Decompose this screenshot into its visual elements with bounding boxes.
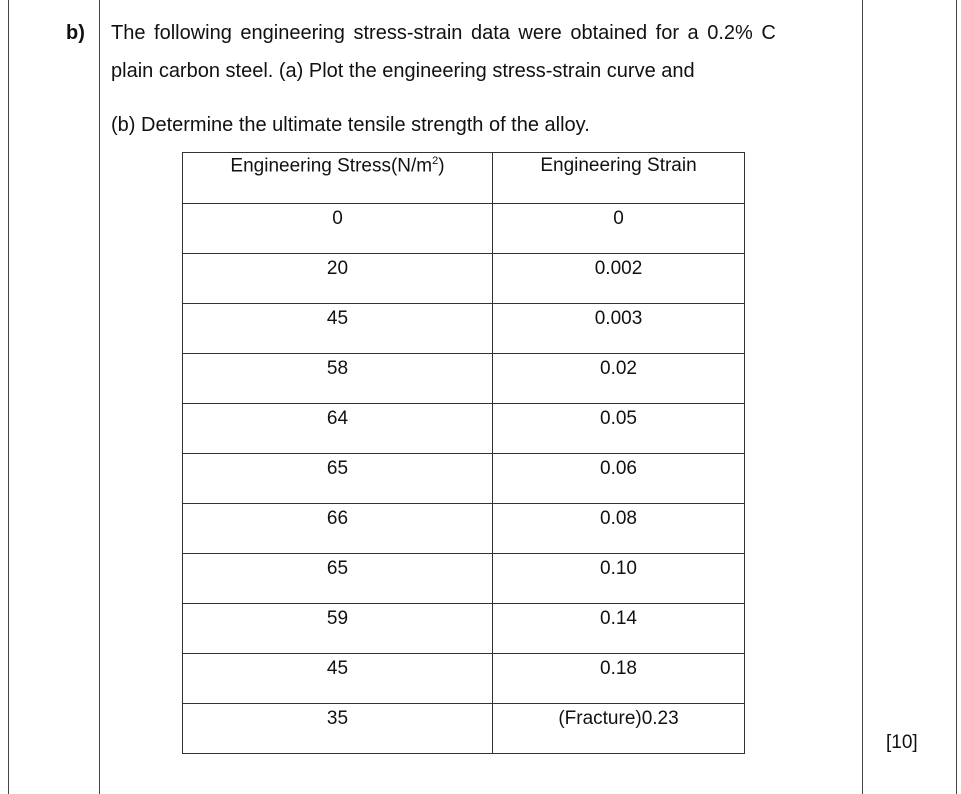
table-row — [183, 554, 745, 604]
table-row — [183, 204, 745, 254]
strain-cell: 0.18 — [493, 654, 745, 704]
table-header-row — [183, 153, 745, 204]
marks-column-divider — [862, 0, 863, 794]
strain-cell: 0 — [493, 204, 745, 254]
stress-column-header — [183, 153, 493, 204]
strain-cell: 0.08 — [493, 504, 745, 554]
table-row — [183, 704, 745, 754]
stress-cell: 20 — [183, 254, 493, 304]
stress-cell: 59 — [183, 604, 493, 654]
table-row — [183, 504, 745, 554]
question-label: b) — [66, 22, 85, 44]
stress-cell: 64 — [183, 404, 493, 454]
marks-allocation: [10] — [886, 732, 918, 753]
stress-cell: 45 — [183, 304, 493, 354]
strain-cell: 0.003 — [493, 304, 745, 354]
strain-cell: (Fracture)0.23 — [493, 704, 745, 754]
table-row — [183, 404, 745, 454]
strain-cell: 0.05 — [493, 404, 745, 454]
table-row — [183, 354, 745, 404]
question-text-line-3: (b) Determine the ultimate tensile strength of the alloy. — [111, 114, 590, 136]
stress-strain-table — [182, 152, 745, 754]
stress-cell: 65 — [183, 554, 493, 604]
stress-cell: 35 — [183, 704, 493, 754]
question-text-line-1: The following engineering stress-strain data were obtained for a 0.2% C — [111, 22, 776, 44]
stress-cell: 65 — [183, 454, 493, 504]
stress-header-superscript: 2 — [432, 155, 439, 167]
strain-cell: 0.06 — [493, 454, 745, 504]
label-column-divider — [99, 0, 100, 794]
strain-cell: 0.02 — [493, 354, 745, 404]
stress-header-close: ) — [438, 155, 445, 177]
strain-cell: 0.002 — [493, 254, 745, 304]
table-row — [183, 254, 745, 304]
stress-cell: 66 — [183, 504, 493, 554]
question-text-line-2: plain carbon steel. (a) Plot the engineering stress-strain curve and — [111, 60, 695, 82]
table-row — [183, 454, 745, 504]
stress-cell: 0 — [183, 204, 493, 254]
table-row — [183, 604, 745, 654]
right-border — [956, 0, 957, 794]
stress-cell: 58 — [183, 354, 493, 404]
strain-cell: 0.14 — [493, 604, 745, 654]
left-border — [8, 0, 9, 794]
stress-header-text: Engineering Stress(N/m — [230, 155, 433, 177]
strain-cell: 0.10 — [493, 554, 745, 604]
table-row — [183, 304, 745, 354]
strain-column-header: Engineering Strain — [493, 153, 745, 204]
stress-cell: 45 — [183, 654, 493, 704]
table-row — [183, 654, 745, 704]
